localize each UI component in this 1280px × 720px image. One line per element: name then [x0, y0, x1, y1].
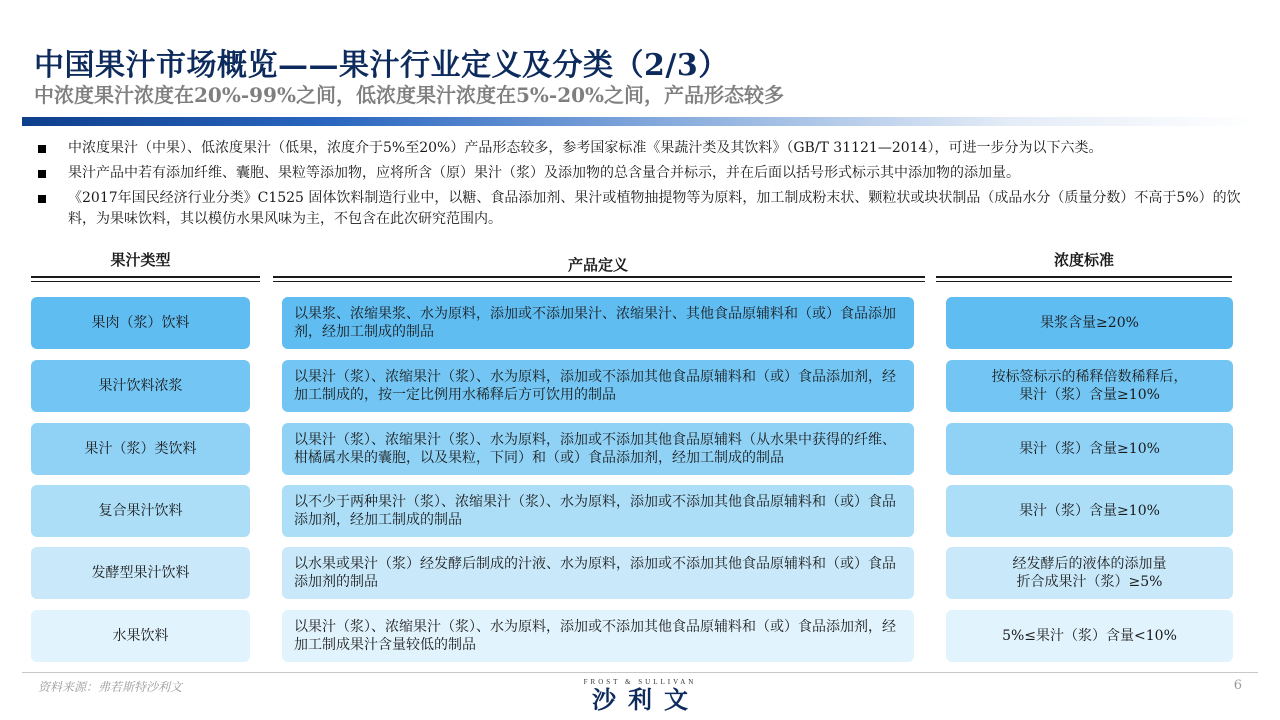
juice-type-cell: 果肉（浆）饮料: [31, 297, 250, 349]
product-definition-cell: [282, 423, 914, 475]
page-number: 6: [1233, 678, 1242, 693]
juice-type-cell: 果汁（浆）类饮料: [31, 423, 250, 475]
table-row: [0, 547, 1280, 599]
table-row: [0, 485, 1280, 537]
column-header-type: 果汁类型: [110, 251, 171, 269]
column-divider-line: [273, 276, 925, 282]
table-row: [0, 610, 1280, 662]
standard-line: 果浆含量≥20%: [1040, 315, 1139, 331]
product-definition-text: 以果浆、浓缩果浆、水为原料，添加或不添加果汁、浓缩果汁、其他食品原辅料和（或）食品添加剂，经加工制成的制品: [294, 306, 896, 340]
juice-type-cell: 发酵型果汁饮料: [31, 547, 250, 599]
table-row: [0, 360, 1280, 412]
concentration-standard-cell: [946, 547, 1233, 599]
standard-line: 经发酵后的液体的添加量: [1012, 556, 1167, 572]
page-subtitle: 中浓度果汁浓度在20%-99%之间，低浓度果汁浓度在5%-20%之间，产品形态较多: [34, 83, 785, 107]
product-definition-text: 以不少于两种果汁（浆）、浓缩果汁（浆）、水为原料，添加或不添加其他食品原辅料和（或）食品添加剂，经加工制成的制品: [294, 494, 896, 528]
standard-line: 果汁（浆）含量≥10%: [1019, 503, 1160, 519]
concentration-standard-cell: [946, 485, 1233, 537]
standard-line: 折合成果汁（浆）≥5%: [1016, 574, 1163, 590]
standard-line: 5%≤果汁（浆）含量<10%: [1002, 628, 1177, 644]
product-definition-cell: [282, 485, 914, 537]
source-note: 资料来源：弗若斯特沙利文: [38, 680, 183, 694]
logo-english-text: FROST & SULLIVAN: [583, 678, 697, 686]
column-divider-line: [31, 276, 260, 282]
bullet-item: [38, 188, 1248, 230]
title-divider-bar: [22, 117, 1258, 126]
standard-line: 按标签标示的稀释倍数稀释后，: [991, 369, 1188, 385]
product-definition-cell: [282, 547, 914, 599]
logo-chinese-text: 沙利文: [592, 685, 700, 714]
table-row: [0, 423, 1280, 475]
product-definition-cell: [282, 297, 914, 349]
product-definition-text: 以果汁（浆）、浓缩果汁（浆）、水为原料，添加或不添加其他食品原辅料和（或）食品添加剂，经加工制成果汁含量较低的制品: [294, 619, 896, 653]
bullet-text: 《2017年国民经济行业分类》C1525 固体饮料制造行业中，以糖、食品添加剂、果汁或植物抽提物等为原料，加工制成粉末状、颗粒状或块状制品（成品水分（质量分数）不高于5%）的饮料，为果味饮料，其以模仿水果风味为主，不包含在此次研究范围内。: [68, 190, 1241, 227]
concentration-standard-cell: [946, 610, 1233, 662]
product-definition-text: 以果汁（浆）、浓缩果汁（浆）、水为原料，添加或不添加其他食品原辅料（从水果中获得的纤维、柑橘属水果的囊胞，以及果粒，下同）和（或）食品添加剂，经加工制成的制品: [294, 432, 896, 466]
product-definition-text: 以果汁（浆）、浓缩果汁（浆）、水为原料，添加或不添加其他食品原辅料和（或）食品添加剂，经加工制成的，按一定比例用水稀释后方可饮用的制品: [294, 369, 896, 403]
footer-divider: [22, 672, 1258, 673]
bullet-item: [38, 163, 1248, 184]
concentration-standard-cell: [946, 360, 1233, 412]
bullet-item: [38, 138, 1248, 159]
bullet-square-icon: [38, 170, 46, 178]
column-header-definition: 产品定义: [567, 256, 628, 274]
product-definition-text: 以水果或果汁（浆）经发酵后制成的汁液、水为原料，添加或不添加其他食品原辅料和（或）食品添加剂的制品: [294, 556, 896, 590]
page-title: 中国果汁市场概览——果汁行业定义及分类（2/3）: [34, 48, 729, 83]
juice-type-cell: 水果饮料: [31, 610, 250, 662]
bullet-square-icon: [38, 195, 46, 203]
product-definition-cell: [282, 360, 914, 412]
juice-type-cell: 复合果汁饮料: [31, 485, 250, 537]
bullet-text: 中浓度果汁（中果）、低浓度果汁（低果，浓度介于5%至20%）产品形态较多，参考国家标准《果蔬汁类及其饮料》（GB/T 31121—2014），可进一步分为以下六类。: [68, 140, 1103, 156]
bullet-list: [38, 138, 1248, 234]
product-definition-cell: [282, 610, 914, 662]
company-logo: [560, 678, 720, 714]
concentration-standard-cell: [946, 297, 1233, 349]
bullet-square-icon: [38, 145, 46, 153]
concentration-standard-cell: [946, 423, 1233, 475]
bullet-text: 果汁产品中若有添加纤维、囊胞、果粒等添加物，应将所含（原）果汁（浆）及添加物的总含量合并标示，并在后面以括号形式标示其中添加物的添加量。: [68, 165, 1020, 181]
standard-line: 果汁（浆）含量≥10%: [1019, 387, 1160, 403]
column-divider-line: [936, 276, 1232, 282]
juice-type-cell: 果汁饮料浓浆: [31, 360, 250, 412]
standard-line: 果汁（浆）含量≥10%: [1019, 441, 1160, 457]
table-row: [0, 297, 1280, 349]
column-header-standard: 浓度标准: [1053, 251, 1114, 269]
